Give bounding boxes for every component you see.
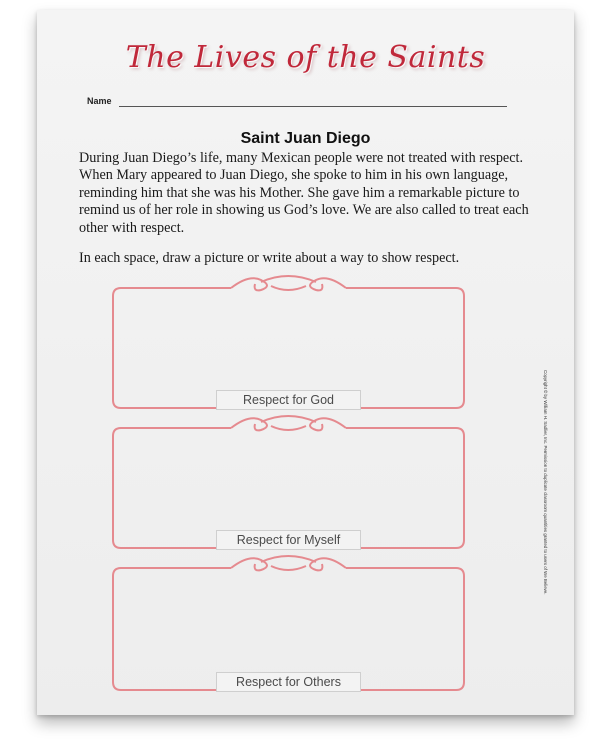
box-label-myself: Respect for Myself xyxy=(216,530,361,550)
name-writing-line xyxy=(119,106,507,107)
banner-title: The Lives of the Saints xyxy=(125,40,486,75)
box-label-god: Respect for God xyxy=(216,390,361,410)
instruction-paragraph: In each space, draw a picture or write about a way to show respect. xyxy=(79,250,460,266)
worksheet-title: Saint Juan Diego xyxy=(240,130,371,147)
intro-paragraph: During Juan Diego’s life, many Mexican people were not treated with respect. When Mary appeared to Juan Diego, she spoke to him in his own language, reminding him that she was his Mother. She gave him a remarkable picture to remind us of her role in showing us God’s love. We are also called to treat each other with respect. xyxy=(79,150,529,236)
copyright-note xyxy=(540,370,548,670)
name-label: Name xyxy=(87,96,112,106)
drawing-box-others xyxy=(111,552,466,694)
box-label-others: Respect for Others xyxy=(216,672,361,692)
drawing-box-myself xyxy=(111,412,466,552)
worksheet-page xyxy=(37,10,574,715)
name-field-row xyxy=(87,96,507,114)
copyright-text: Copyright © by William H. Sadlier, Inc. Permission to duplicate classroom quantities granted to users of We Believe. xyxy=(543,370,548,595)
drawing-box-god xyxy=(111,272,466,412)
